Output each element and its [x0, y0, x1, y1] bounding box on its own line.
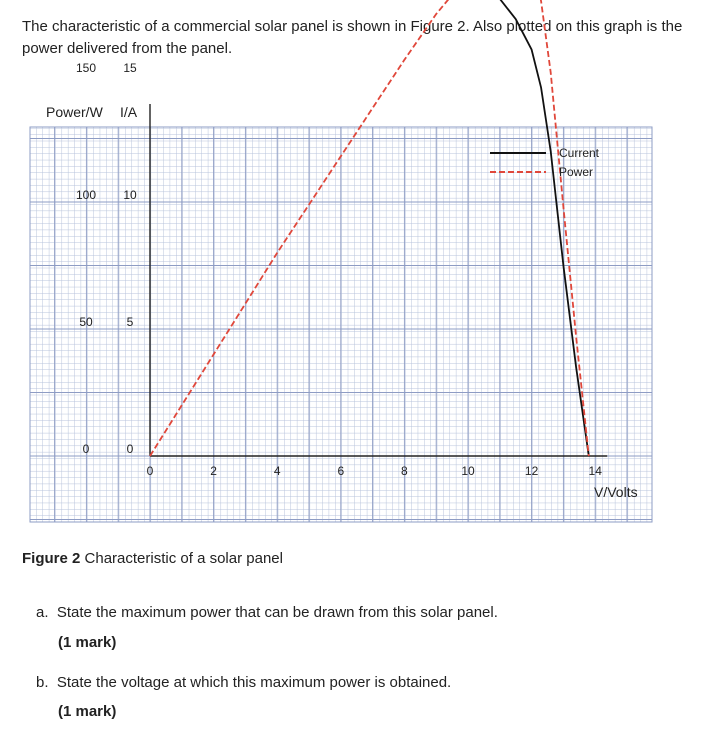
question-a-label: a. — [36, 604, 49, 621]
question-a-text: State the maximum power that can be drawn from this solar panel. — [56, 604, 498, 621]
solar-panel-chart — [22, 61, 662, 537]
caption-text: Characteristic of a solar panel — [80, 550, 283, 567]
x-tick-label: 2 — [210, 464, 217, 478]
current-tick-label: 15 — [123, 61, 137, 75]
legend-label-power: Power — [559, 165, 594, 179]
x-tick-label: 14 — [588, 464, 602, 478]
figure-caption — [22, 550, 283, 567]
chart-svg — [22, 61, 662, 532]
question-a — [36, 603, 498, 623]
question-b-mark: (1 mark) — [58, 703, 117, 720]
x-axis-label: V/Volts — [594, 484, 638, 500]
power-tick-label: 100 — [75, 188, 97, 202]
current-tick-label: 5 — [126, 315, 134, 329]
question-b-label: b. — [36, 674, 49, 691]
current-tick-label: 0 — [126, 442, 134, 456]
intro-text: The characteristic of a commercial solar panel is shown in Figure 2. Also plotted on this graph is the power delivered from the panel. — [22, 18, 683, 57]
x-tick-label: 4 — [273, 464, 281, 478]
x-tick-label: 8 — [401, 464, 408, 478]
power-tick-label: 0 — [82, 442, 90, 456]
power-tick-label: 50 — [79, 315, 93, 329]
power-tick-label: 150 — [75, 61, 97, 75]
x-tick-label: 0 — [146, 464, 154, 478]
y-axis-label-current: I/A — [120, 104, 138, 120]
x-tick-label: 6 — [337, 464, 345, 478]
caption-label: Figure 2 — [22, 550, 81, 567]
legend-label-current: Current — [559, 146, 600, 160]
question-b-text: State the voltage at which this maximum power is obtained. — [56, 674, 452, 691]
x-tick-label: 12 — [524, 464, 539, 478]
current-tick-label: 10 — [123, 188, 137, 202]
question-b — [36, 673, 451, 693]
x-tick-label: 10 — [461, 464, 475, 478]
y-axis-label-power: Power/W — [46, 104, 103, 120]
question-a-mark: (1 mark) — [58, 634, 117, 651]
